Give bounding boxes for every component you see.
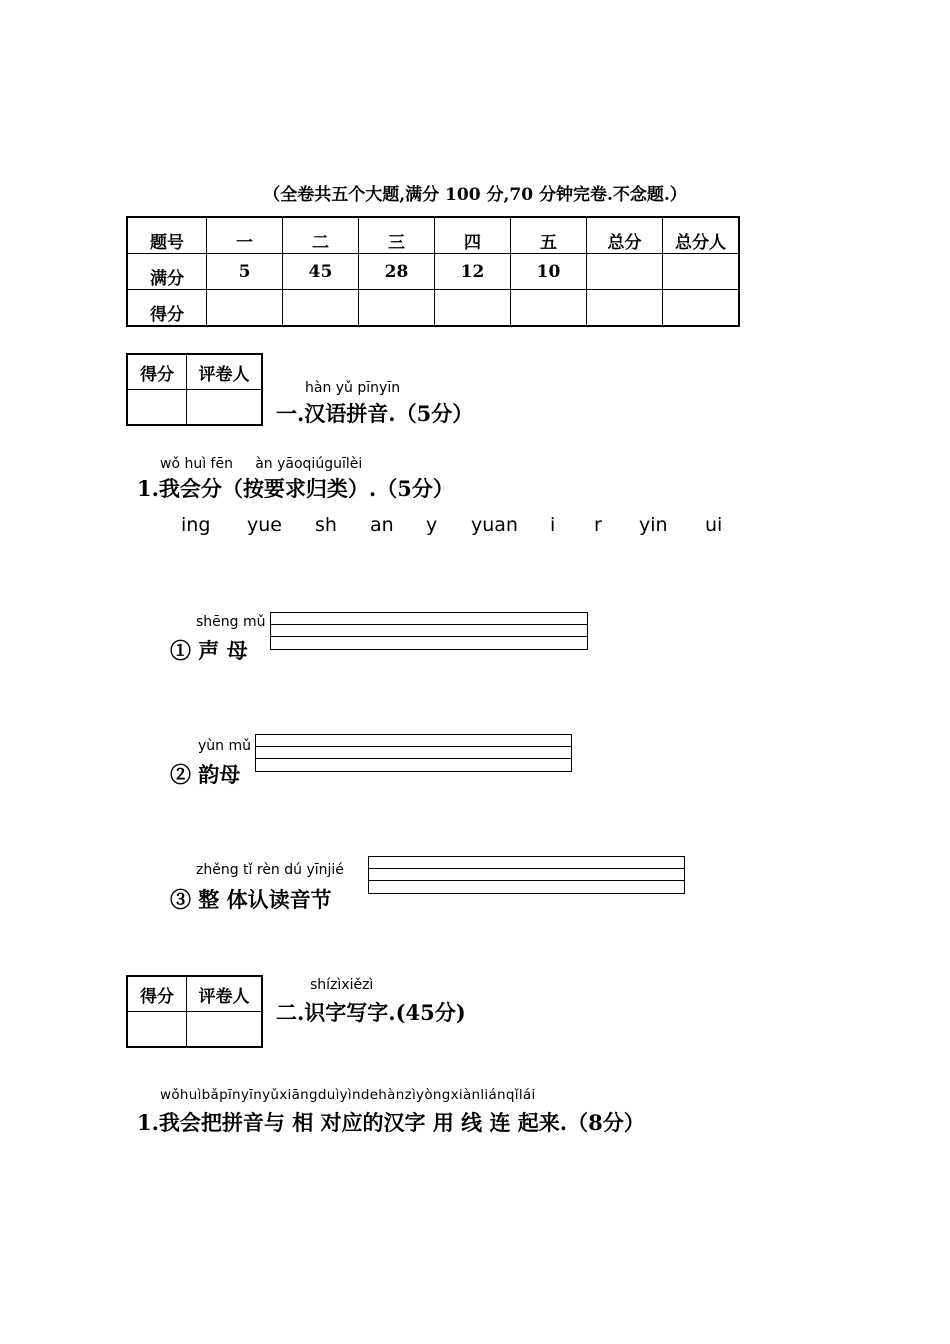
letter-item: an xyxy=(370,514,394,536)
grader-name-label: 评卷人 xyxy=(187,354,263,390)
got-cell[interactable] xyxy=(587,290,663,327)
full-cell: 28 xyxy=(359,254,435,290)
got-cell: 得分 xyxy=(127,290,207,327)
cat2-writing-lines[interactable] xyxy=(255,734,572,772)
grader-score-field[interactable] xyxy=(127,1012,187,1048)
header-cell: 五 xyxy=(511,217,587,254)
grader-name-label: 评卷人 xyxy=(187,976,263,1012)
section1-title: 一.汉语拼音.（5分） xyxy=(276,401,474,426)
q1-title: 1.我会分（按要求归类）.（5分） xyxy=(137,476,454,501)
got-cell[interactable] xyxy=(663,290,740,327)
got-cell[interactable] xyxy=(207,290,283,327)
s2-q1-pinyin: wǒhuìbǎpīnyīnyǔxiāngduìyìndehànzìyòngxiànliánqǐlái xyxy=(160,1087,536,1103)
got-cell[interactable] xyxy=(435,290,511,327)
letter-item: yin xyxy=(639,514,668,536)
letter-item: i xyxy=(550,514,556,536)
full-cell: 12 xyxy=(435,254,511,290)
score-table-header-row xyxy=(127,217,739,254)
full-cell[interactable] xyxy=(587,254,663,290)
full-cell[interactable] xyxy=(663,254,740,290)
score-table-got-row xyxy=(127,290,739,327)
cat3-writing-lines[interactable] xyxy=(368,856,685,894)
section2-pinyin: shízìxiězì xyxy=(310,977,374,993)
grader-box-1 xyxy=(126,353,263,426)
cat2-pinyin: yùn mǔ xyxy=(198,738,251,754)
cat1-pinyin: shēng mǔ xyxy=(196,614,266,630)
header-cell: 三 xyxy=(359,217,435,254)
q1-pinyin: wǒ huì fēn àn yāoqiúguīlèi xyxy=(160,456,363,472)
header-cell: 四 xyxy=(435,217,511,254)
header-cell: 二 xyxy=(283,217,359,254)
cat3-label: ③ 整 体认读音节 xyxy=(170,887,332,912)
grader-score-label: 得分 xyxy=(127,976,187,1012)
letter-item: y xyxy=(426,514,438,536)
full-cell: 10 xyxy=(511,254,587,290)
cat3-pinyin: zhěng tǐ rèn dú yīnjié xyxy=(196,862,344,878)
header-cell: 一 xyxy=(207,217,283,254)
letter-item: yuan xyxy=(471,514,518,536)
header-cell: 题号 xyxy=(127,217,207,254)
full-cell: 5 xyxy=(207,254,283,290)
grader-score-label: 得分 xyxy=(127,354,187,390)
cat1-writing-lines[interactable] xyxy=(270,612,588,650)
letter-item: ui xyxy=(705,514,723,536)
cat1-label: ① 声 母 xyxy=(170,638,248,663)
exam-note: （全卷共五个大题,满分 100 分,70 分钟完卷.不念题.） xyxy=(263,185,687,205)
got-cell[interactable] xyxy=(511,290,587,327)
section2-title: 二.识字写字.(45分) xyxy=(276,1000,466,1025)
score-table-full-row xyxy=(127,254,739,290)
grader-score-field[interactable] xyxy=(127,390,187,426)
grader-name-field[interactable] xyxy=(187,1012,263,1048)
letter-item: r xyxy=(594,514,602,536)
header-cell: 总分人 xyxy=(663,217,740,254)
letter-item: sh xyxy=(315,514,337,536)
got-cell[interactable] xyxy=(283,290,359,327)
full-cell: 45 xyxy=(283,254,359,290)
got-cell[interactable] xyxy=(359,290,435,327)
letter-item: yue xyxy=(247,514,282,536)
section1-pinyin: hàn yǔ pīnyīn xyxy=(305,380,401,396)
grader-box-2 xyxy=(126,975,263,1048)
letter-item: ing xyxy=(181,514,211,536)
cat2-label: ② 韵母 xyxy=(170,762,241,787)
s2-q1-title: 1.我会把拼音与 相 对应的汉字 用 线 连 起来.（8分） xyxy=(137,1110,645,1135)
full-cell: 满分 xyxy=(127,254,207,290)
grader-name-field[interactable] xyxy=(187,390,263,426)
header-cell: 总分 xyxy=(587,217,663,254)
score-table xyxy=(126,216,740,327)
